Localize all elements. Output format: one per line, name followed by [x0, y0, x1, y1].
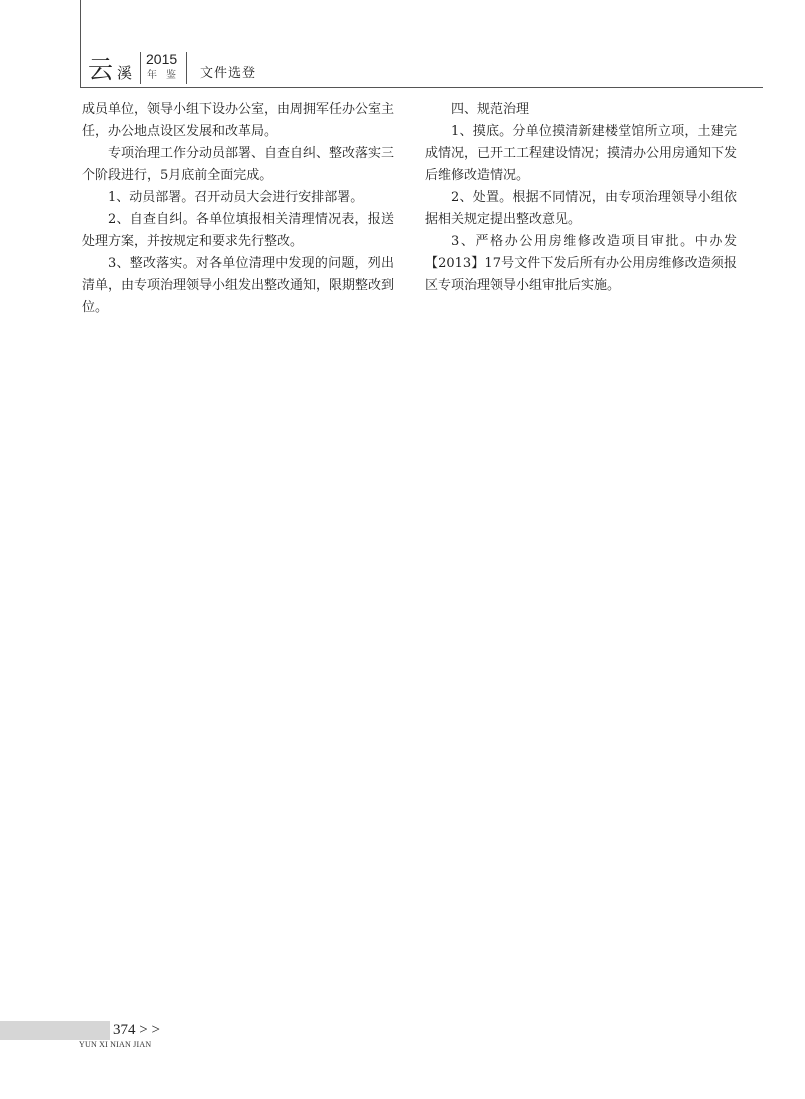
footer-gray-bar: [0, 1021, 110, 1040]
paragraph: 四、规范治理: [451, 102, 530, 117]
header-nianjian: 年鉴: [147, 70, 185, 81]
paragraph: 3、严格办公用房维修改造项目审批。中办发【2013】17号文件下发后所有办公用房维修改造须报区专项治理领导小组审批后实施。: [425, 234, 737, 293]
header-brand-char-1: 云: [88, 55, 114, 84]
paragraph: 1、摸底。分单位摸清新建楼堂馆所立项，土建完成情况，已开工工程建设情况；摸清办公用房通知下发后维修改造情况。: [425, 124, 738, 183]
footer-arrows: > >: [139, 1022, 160, 1038]
footer-page-number: 374: [113, 1022, 136, 1038]
right-text-column: [425, 99, 737, 297]
header-rule: [80, 87, 763, 88]
header-section-title: 文件选登: [200, 66, 257, 81]
paragraph: 1、动员部署。召开动员大会进行安排部署。: [108, 190, 364, 205]
footer-subtitle: YUN XI NIAN JIAN: [79, 1040, 152, 1049]
footer-page-label: [113, 1020, 160, 1040]
header-separator-2: [186, 52, 187, 84]
paragraph: 专项治理工作分动员部署、自查自纠、整改落实三个阶段进行，5月底前全面完成。: [82, 146, 395, 183]
header-vertical-line: [80, 0, 81, 88]
header-brand-char-2: 溪: [117, 64, 133, 82]
paragraph: 成员单位，领导小组下设办公室，由周拥军任办公室主任，办公地点设区发展和改革局。: [82, 102, 395, 139]
paragraph: 3、整改落实。对各单位清理中发现的问题，列出清单，由专项治理领导小组发出整改通知，限期整改到位。: [82, 256, 395, 315]
paragraph: 2、自查自纠。各单位填报相关清理情况表，报送处理方案，并按规定和要求先行整改。: [82, 212, 394, 249]
paragraph: 2、处置。根据不同情况，由专项治理领导小组依据相关规定提出整改意见。: [425, 190, 737, 227]
header-separator-1: [140, 52, 141, 84]
left-text-column: [82, 99, 394, 319]
header-year: 2015: [146, 51, 178, 67]
